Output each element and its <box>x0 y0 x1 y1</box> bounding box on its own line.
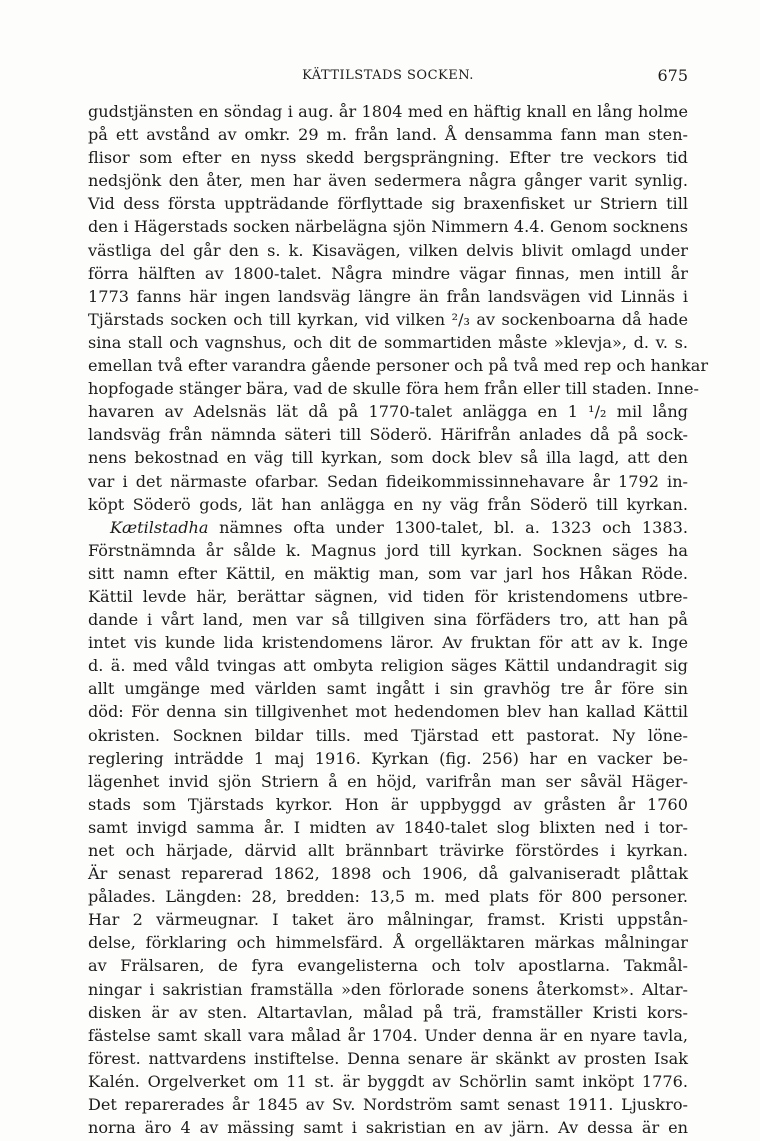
text-line: allt umgänge med världen samt ingått i sin gravhög tre år före sin <box>88 679 688 699</box>
text-line: Kalén. Orgelverket om 11 st. är byggdt av Schörlin samt inköpt 1776. <box>88 1071 688 1091</box>
text-line: pålades. Längden: 28, bredden: 13,5 m. med plats för 800 personer. <box>88 887 688 907</box>
text-line: Förstnämnda år sålde k. Magnus jord till kyrkan. Socknen säges ha <box>88 540 688 560</box>
page-header <box>88 66 688 88</box>
running-head: KÄTTILSTADS SOCKEN. <box>302 68 474 83</box>
text-line: var i det närmaste ofarbar. Sedan fideikommissinnehavare år 1792 in- <box>88 471 688 491</box>
text-line: sina stall och vagnshus, och dit de sommartiden måste »klevja», d. v. s. <box>88 332 688 352</box>
text-line: 1773 fanns här ingen landsväg längre än från landsvägen vid Linnäs i <box>88 286 688 306</box>
text-line: hopfogade stänger bära, vad de skulle föra hem från eller till staden. Inne- <box>88 379 699 399</box>
text-line: Har 2 värmeugnar. I taket äro målningar, framst. Kristi uppstån- <box>88 910 688 930</box>
text-line: Vid dess första uppträdande förflyttade sig braxenfisket ur Striern till <box>88 194 688 214</box>
text-line: Det reparerades år 1845 av Sv. Nordström samt senast 1911. Ljuskro- <box>88 1095 688 1115</box>
text-line: Kättil levde här, berättar sägnen, vid tiden för kristendomens utbre- <box>88 586 688 606</box>
text-line: stads som Tjärstads kyrkor. Hon är uppbyggd av gråsten år 1760 <box>88 794 688 814</box>
text-line: norna äro 4 av mässing samt i sakristian en av järn. Av dessa är en <box>88 1118 688 1138</box>
text-line: lägenhet invid sjön Striern å en höjd, varifrån man ser såväl Häger- <box>88 771 688 791</box>
text-line: nens bekostnad en väg till kyrkan, som dock blev så illa lagd, att den <box>88 448 688 468</box>
text-line: gudstjänsten en söndag i aug. år 1804 med en häftig knall en lång holme <box>88 102 688 121</box>
text-line: död: För denna sin tillgivenhet mot hedendomen blev han kallad Kättil <box>88 702 688 722</box>
text-line: den i Hägerstads socken närbelägna sjön Nimmern 4.4. Genom socknens <box>88 217 688 237</box>
text-line: sitt namn efter Kättil, en mäktig man, som var jarl hos Håkan Röde. <box>88 563 688 583</box>
text-line: reglering inträdde 1 maj 1916. Kyrkan (fig. 256) har en vacker be- <box>88 748 688 768</box>
text-line: landsväg från nämnda säteri till Söderö. Härifrån anlades då på sock- <box>88 425 688 445</box>
text-line: intet vis kunde lida kristendomens läror. Av fruktan för att av k. Inge <box>88 633 688 653</box>
text-line: Är senast reparerad 1862, 1898 och 1906, då galvaniseradt plåttak <box>88 864 688 884</box>
text-line: av Frälsaren, de fyra evangelisterna och tolv apostlarna. Takmål- <box>88 956 688 976</box>
text-line: ningar i sakristian framställa »den förlorade sonens återkomst». Altar- <box>88 979 688 999</box>
text-line: västliga del går den s. k. Kisavägen, vilken delvis blivit omlagd under <box>88 240 688 260</box>
text-line: Kætilstadha nämnes ofta under 1300-talet, bl. a. 1323 och 1383. <box>110 517 688 537</box>
text-line: nedsjönk den åter, men har även sedermera några gånger varit synlig. <box>88 171 688 191</box>
text-line: emellan två efter varandra gående personer och på två med rep och hankar <box>88 356 709 376</box>
text-line: disken är av sten. Altartavlan, målad på trä, framställer Kristi kors- <box>88 1002 688 1022</box>
text-line: d. ä. med våld tvingas att ombyta religion säges Kättil undandragit sig <box>88 656 688 676</box>
page-number: 675 <box>657 66 688 85</box>
text-line: dande i vårt land, men var så tillgiven sina förfäders tro, att han på <box>88 610 688 630</box>
text-line: förra hälften av 1800-talet. Några mindre vägar finnas, men intill år <box>88 263 688 283</box>
text-line: förest. nattvardens instiftelse. Denna senare är skänkt av prosten Isak <box>88 1048 688 1068</box>
text-line: net och härjade, därvid allt brännbart trävirke förstördes i kyrkan. <box>88 841 688 860</box>
text-line: köpt Söderö gods, lät han anlägga en ny väg från Söderö till kyrkan. <box>88 494 688 514</box>
body-text <box>88 100 709 1139</box>
text-line: delse, förklaring och himmelsfärd. Å orgelläktaren märkas målningar <box>88 933 688 953</box>
text-line: på ett avstånd av omkr. 29 m. från land. Å densamma fann man sten- <box>88 125 688 145</box>
text-line: okristen. Socknen bildar tills. med Tjärstad ett pastorat. Ny löne- <box>88 725 688 745</box>
text-line: fästelse samt skall vara målad år 1704. Under denna är en nyare tavla, <box>88 1025 688 1045</box>
text-line: havaren av Adelsnäs lät då på 1770-talet anlägga en 1 ¹/₂ mil lång <box>88 402 688 422</box>
text-line: flisor som efter en nyss skedd bergsprängning. Efter tre veckors tid <box>88 148 688 168</box>
text-line: Tjärstads socken och till kyrkan, vid vilken ²/₃ av sockenboarna då hade <box>88 309 688 329</box>
text-line: samt invigd samma år. I midten av 1840-talet slog blixten ned i tor- <box>88 817 688 837</box>
